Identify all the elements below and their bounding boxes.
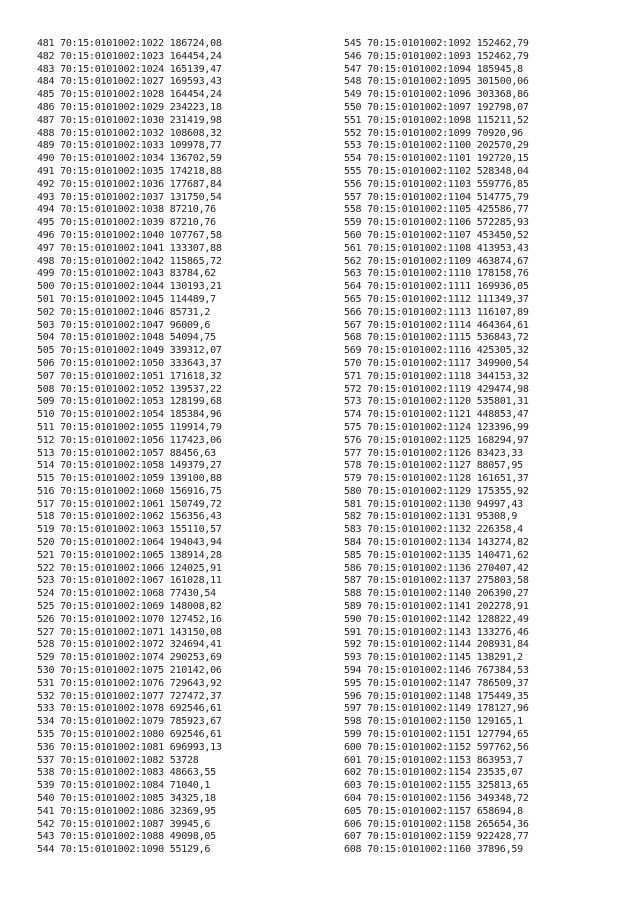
table-row: 523 70:15:0101002:1067 161028,11 xyxy=(37,575,222,587)
table-row: 602 70:15:0101002:1154 23535,07 xyxy=(344,767,523,779)
table-row: 511 70:15:0101002:1055 119914,79 xyxy=(37,421,222,433)
table-row: 536 70:15:0101002:1081 696993,13 xyxy=(37,741,222,753)
table-row: 584 70:15:0101002:1134 143274,82 xyxy=(344,537,529,549)
table-row: 519 70:15:0101002:1063 155110,57 xyxy=(37,524,222,536)
table-row: 571 70:15:0101002:1118 344153,32 xyxy=(344,370,529,382)
table-row: 577 70:15:0101002:1126 83423,33 xyxy=(344,447,523,459)
table-row: 494 70:15:0101002:1038 87210,76 xyxy=(37,204,216,216)
table-row: 595 70:15:0101002:1147 786509,37 xyxy=(344,677,529,689)
table-row: 539 70:15:0101002:1084 71040,1 xyxy=(37,780,211,792)
table-row: 590 70:15:0101002:1142 128822,49 xyxy=(344,613,529,625)
table-row: 557 70:15:0101002:1104 514775,79 xyxy=(344,191,529,203)
table-row: 554 70:15:0101002:1101 192720,15 xyxy=(344,153,529,165)
table-row: 551 70:15:0101002:1098 115211,52 xyxy=(344,114,529,126)
table-row: 493 70:15:0101002:1037 131750,54 xyxy=(37,191,222,203)
table-row: 568 70:15:0101002:1115 536843,72 xyxy=(344,332,529,344)
table-row: 514 70:15:0101002:1058 149379,27 xyxy=(37,460,222,472)
table-row: 502 70:15:0101002:1046 85731,2 xyxy=(37,306,211,318)
table-row: 576 70:15:0101002:1125 168294,97 xyxy=(344,434,529,446)
table-row: 512 70:15:0101002:1056 117423,06 xyxy=(37,434,222,446)
table-row: 607 70:15:0101002:1159 922428,77 xyxy=(344,831,529,843)
table-row: 508 70:15:0101002:1052 139537,22 xyxy=(37,383,222,395)
table-row: 486 70:15:0101002:1029 234223,18 xyxy=(37,101,222,113)
table-row: 527 70:15:0101002:1071 143150,08 xyxy=(37,626,222,638)
table-row: 570 70:15:0101002:1117 349900,54 xyxy=(344,357,529,369)
table-row: 533 70:15:0101002:1078 692546,61 xyxy=(37,703,222,715)
table-row: 574 70:15:0101002:1121 448853,47 xyxy=(344,409,529,421)
table-row: 563 70:15:0101002:1110 178158,76 xyxy=(344,268,529,280)
table-row: 507 70:15:0101002:1051 171618,32 xyxy=(37,370,222,382)
table-row: 506 70:15:0101002:1050 333643,37 xyxy=(37,357,222,369)
table-row: 583 70:15:0101002:1132 226358,4 xyxy=(344,524,523,536)
table-row: 525 70:15:0101002:1069 148008,82 xyxy=(37,601,222,613)
table-row: 526 70:15:0101002:1070 127452,16 xyxy=(37,613,222,625)
table-row: 575 70:15:0101002:1124 123396,99 xyxy=(344,421,529,433)
table-row: 605 70:15:0101002:1157 658694,8 xyxy=(344,805,523,817)
table-row: 492 70:15:0101002:1036 177687,84 xyxy=(37,178,222,190)
table-row: 556 70:15:0101002:1103 559776,85 xyxy=(344,178,529,190)
table-row: 513 70:15:0101002:1057 88456,63 xyxy=(37,447,216,459)
table-row: 520 70:15:0101002:1064 194043,94 xyxy=(37,537,222,549)
table-row: 518 70:15:0101002:1062 156356,43 xyxy=(37,511,222,523)
table-row: 579 70:15:0101002:1128 161651,37 xyxy=(344,473,529,485)
table-row: 547 70:15:0101002:1094 185945,8 xyxy=(344,63,523,75)
table-row: 488 70:15:0101002:1032 108608,32 xyxy=(37,127,222,139)
table-row: 489 70:15:0101002:1033 109978,77 xyxy=(37,140,222,152)
table-row: 495 70:15:0101002:1039 87210,76 xyxy=(37,217,216,229)
left-column xyxy=(37,38,222,857)
table-row: 497 70:15:0101002:1041 133307,88 xyxy=(37,242,222,254)
table-row: 581 70:15:0101002:1130 94997,43 xyxy=(344,498,523,510)
table-row: 538 70:15:0101002:1083 48663,55 xyxy=(37,767,216,779)
table-row: 597 70:15:0101002:1149 178127,96 xyxy=(344,703,529,715)
table-row: 582 70:15:0101002:1131 95308,9 xyxy=(344,511,518,523)
table-row: 586 70:15:0101002:1136 270407,42 xyxy=(344,562,529,574)
table-row: 491 70:15:0101002:1035 174218,88 xyxy=(37,165,222,177)
table-row: 562 70:15:0101002:1109 463874,67 xyxy=(344,255,529,267)
table-row: 606 70:15:0101002:1158 265654,36 xyxy=(344,818,529,830)
table-row: 601 70:15:0101002:1153 863953,7 xyxy=(344,754,523,766)
table-row: 517 70:15:0101002:1061 150749,72 xyxy=(37,498,222,510)
table-row: 487 70:15:0101002:1030 231419,98 xyxy=(37,114,222,126)
table-row: 542 70:15:0101002:1087 39945,6 xyxy=(37,818,211,830)
table-row: 603 70:15:0101002:1155 325813,65 xyxy=(344,780,529,792)
table-row: 573 70:15:0101002:1120 535801,31 xyxy=(344,396,529,408)
table-row: 600 70:15:0101002:1152 597762,56 xyxy=(344,741,529,753)
table-row: 594 70:15:0101002:1146 767384,53 xyxy=(344,665,529,677)
table-row: 587 70:15:0101002:1137 275803,58 xyxy=(344,575,529,587)
table-row: 553 70:15:0101002:1100 202570,29 xyxy=(344,140,529,152)
table-row: 598 70:15:0101002:1150 129165,1 xyxy=(344,716,523,728)
table-row: 569 70:15:0101002:1116 425305,32 xyxy=(344,345,529,357)
table-row: 546 70:15:0101002:1093 152462,79 xyxy=(344,50,529,62)
table-row: 490 70:15:0101002:1034 136702,59 xyxy=(37,153,222,165)
table-row: 498 70:15:0101002:1042 115865,72 xyxy=(37,255,222,267)
right-column xyxy=(344,38,529,857)
table-row: 559 70:15:0101002:1106 572285,93 xyxy=(344,217,529,229)
table-row: 578 70:15:0101002:1127 88057,95 xyxy=(344,460,523,472)
table-row: 541 70:15:0101002:1086 32369,95 xyxy=(37,805,216,817)
table-row: 500 70:15:0101002:1044 130193,21 xyxy=(37,281,222,293)
table-row: 566 70:15:0101002:1113 116107,89 xyxy=(344,306,529,318)
table-row: 585 70:15:0101002:1135 140471,62 xyxy=(344,549,529,561)
table-row: 482 70:15:0101002:1023 164454,24 xyxy=(37,50,222,62)
table-row: 535 70:15:0101002:1080 692546,61 xyxy=(37,729,222,741)
table-row: 608 70:15:0101002:1160 37896,59 xyxy=(344,844,523,856)
table-row: 549 70:15:0101002:1096 303368,86 xyxy=(344,89,529,101)
table-row: 589 70:15:0101002:1141 202278,91 xyxy=(344,601,529,613)
table-row: 545 70:15:0101002:1092 152462,79 xyxy=(344,38,529,49)
table-row: 540 70:15:0101002:1085 34325,18 xyxy=(37,793,216,805)
table-row: 537 70:15:0101002:1082 53728 xyxy=(37,754,199,766)
table-row: 604 70:15:0101002:1156 349348,72 xyxy=(344,793,529,805)
table-row: 592 70:15:0101002:1144 208931,84 xyxy=(344,639,529,651)
table-row: 484 70:15:0101002:1027 169593,43 xyxy=(37,76,222,88)
table-row: 561 70:15:0101002:1108 413953,43 xyxy=(344,242,529,254)
table-row: 550 70:15:0101002:1097 192798,07 xyxy=(344,101,529,113)
table-row: 552 70:15:0101002:1099 70920,96 xyxy=(344,127,523,139)
table-row: 567 70:15:0101002:1114 464364,61 xyxy=(344,319,529,331)
table-row: 521 70:15:0101002:1065 138914,28 xyxy=(37,549,222,561)
table-row: 599 70:15:0101002:1151 127794,65 xyxy=(344,729,529,741)
table-row: 499 70:15:0101002:1043 83784,62 xyxy=(37,268,216,280)
table-row: 483 70:15:0101002:1024 165139,47 xyxy=(37,63,222,75)
table-row: 588 70:15:0101002:1140 206390,27 xyxy=(344,588,529,600)
table-row: 564 70:15:0101002:1111 169936,05 xyxy=(344,281,529,293)
table-row: 543 70:15:0101002:1088 49098,05 xyxy=(37,831,216,843)
table-row: 544 70:15:0101002:1090 55129,6 xyxy=(37,844,211,856)
table-row: 496 70:15:0101002:1040 107767,58 xyxy=(37,229,222,241)
table-row: 530 70:15:0101002:1075 210142,06 xyxy=(37,665,222,677)
table-row: 531 70:15:0101002:1076 729643,92 xyxy=(37,677,222,689)
table-row: 505 70:15:0101002:1049 339312,07 xyxy=(37,345,222,357)
table-row: 510 70:15:0101002:1054 185384,96 xyxy=(37,409,222,421)
table-row: 528 70:15:0101002:1072 324694,41 xyxy=(37,639,222,651)
table-row: 524 70:15:0101002:1068 77430,54 xyxy=(37,588,216,600)
table-row: 580 70:15:0101002:1129 175355,92 xyxy=(344,485,529,497)
table-row: 481 70:15:0101002:1022 186724,08 xyxy=(37,38,222,49)
table-row: 485 70:15:0101002:1028 164454,24 xyxy=(37,89,222,101)
table-row: 529 70:15:0101002:1074 290253,69 xyxy=(37,652,222,664)
table-row: 572 70:15:0101002:1119 429474,98 xyxy=(344,383,529,395)
table-row: 504 70:15:0101002:1048 54094,75 xyxy=(37,332,216,344)
table-row: 596 70:15:0101002:1148 175449,35 xyxy=(344,690,529,702)
table-row: 515 70:15:0101002:1059 139100,88 xyxy=(37,473,222,485)
table-row: 593 70:15:0101002:1145 138291,2 xyxy=(344,652,523,664)
table-row: 565 70:15:0101002:1112 111349,37 xyxy=(344,293,529,305)
table-row: 503 70:15:0101002:1047 96009,6 xyxy=(37,319,211,331)
table-row: 548 70:15:0101002:1095 301500,06 xyxy=(344,76,529,88)
table-row: 509 70:15:0101002:1053 128199,68 xyxy=(37,396,222,408)
table-row: 534 70:15:0101002:1079 785923,67 xyxy=(37,716,222,728)
table-row: 591 70:15:0101002:1143 133276,46 xyxy=(344,626,529,638)
table-row: 532 70:15:0101002:1077 727472,37 xyxy=(37,690,222,702)
table-row: 516 70:15:0101002:1060 156916,75 xyxy=(37,485,222,497)
table-row: 560 70:15:0101002:1107 453450,52 xyxy=(344,229,529,241)
table-row: 522 70:15:0101002:1066 124025,91 xyxy=(37,562,222,574)
table-row: 501 70:15:0101002:1045 114489,7 xyxy=(37,293,216,305)
table-row: 558 70:15:0101002:1105 425586,77 xyxy=(344,204,529,216)
table-row: 555 70:15:0101002:1102 528348,04 xyxy=(344,165,529,177)
